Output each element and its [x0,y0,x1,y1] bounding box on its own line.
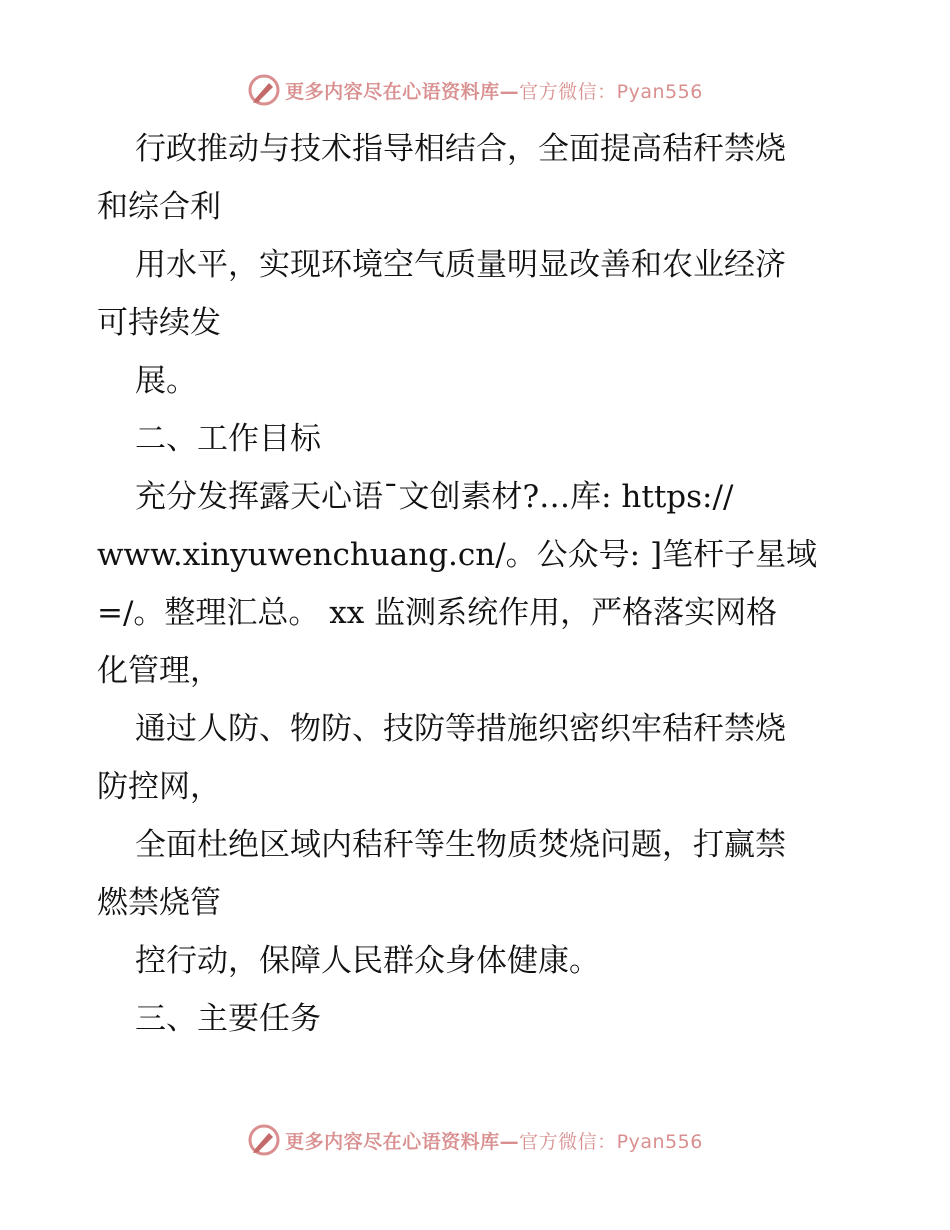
text-line: 化管理， [97,653,221,689]
watermark-header [0,70,950,110]
watermark-text [285,1127,703,1154]
pen-logo-icon [247,73,281,107]
watermark-suffix: 官方微信：Pyan556 [519,1130,703,1153]
pen-logo-icon [247,1123,281,1157]
text-line: 行政推动与技术指导相结合，全面提高秸秆禁烧 [135,131,786,167]
text-line: 通过人防、物防、技防等措施织密织牢秸秆禁烧 [135,711,786,747]
text-line: 三、主要任务 [135,1001,321,1037]
watermark-footer [0,1120,950,1160]
watermark-suffix: 官方微信：Pyan556 [519,80,703,103]
document-body [97,120,857,1048]
watermark-main: 更多内容尽在心语资料库 [285,80,500,103]
watermark-text [285,77,703,104]
watermark-dash: — [499,1130,520,1153]
text-line: 全面杜绝区域内秸秆等生物质焚烧问题，打赢禁 [135,827,786,863]
text-line: =/。整理汇总。 xx 监测系统作用，严格落实网格 [97,595,778,631]
text-line: 可持续发 [97,305,221,341]
text-line: www.xinyuwenchuang.cn/。公众号: ]笔杆子星域 [97,537,818,573]
watermark-dash: — [499,80,520,103]
text-line: 控行动，保障人民群众身体健康。 [135,943,600,979]
text-line: 防控网， [97,769,221,805]
text-line: 充分发挥露天心语¯文创素材?…库: https:// [135,479,734,515]
text-line: 燃禁烧管 [97,885,221,921]
text-line: 和综合利 [97,189,221,225]
watermark-main: 更多内容尽在心语资料库 [285,1130,500,1153]
text-line: 用水平，实现环境空气质量明显改善和农业经济 [135,247,786,283]
text-line: 二、工作目标 [135,421,321,457]
text-line: 展。 [135,363,197,399]
